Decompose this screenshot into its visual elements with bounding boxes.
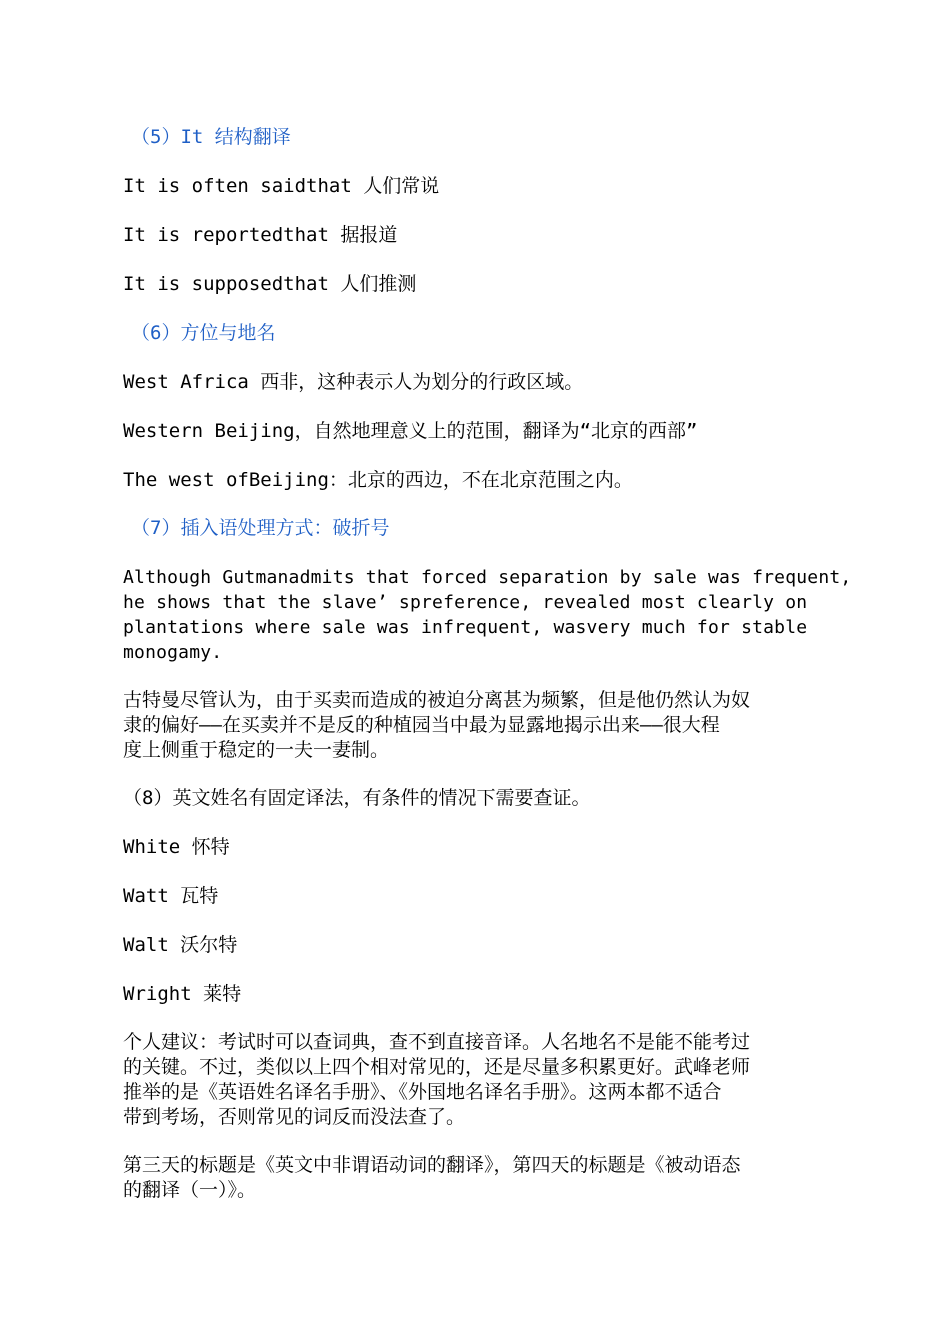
section-5-line-3: It is supposedthat 人们推测 [123,273,417,295]
chinese-line-3: 度上侧重于稳定的一夫一妻制。 [123,739,390,761]
closing-line-1: 第三天的标题是《英文中非谓语动词的翻译》，第四天的标题是《被动语态 [123,1154,741,1176]
english-line-1: Although Gutmanadmits that forced separation by sale was frequent, [123,567,852,588]
section-5-line-1: It is often saidthat 人们常说 [123,175,440,197]
section-7-english-paragraph [123,565,852,665]
closing-line-2: 的翻译（一）》。 [123,1179,257,1201]
advice-line-4: 带到考场，否则常见的词反而没法查了。 [123,1106,466,1128]
section-6-line-1: West Africa 西非，这种表示人为划分的行政区域。 [123,371,584,393]
section-6-heading: （6）方位与地名 [131,322,276,344]
section-8-heading: （8）英文姓名有固定译法，有条件的情况下需要查证。 [123,787,591,809]
advice-paragraph [123,1030,835,1130]
english-line-4: monogamy. [123,642,223,663]
section-6-line-3: The west ofBeijing：北京的西边，不在北京范围之内。 [123,469,633,491]
chinese-line-1: 古特曼尽管认为，由于买卖而造成的被迫分离甚为频繁，但是他仍然认为奴 [123,689,751,711]
english-line-3: plantations where sale was infrequent, wasvery much for stable [123,617,808,638]
advice-line-2: 的关键。不过，类似以上四个相对常见的，还是尽量多积累更好。武峰老师 [123,1056,751,1078]
section-5-heading: （5）It 结构翻译 [131,126,291,148]
section-7-chinese-paragraph [123,688,835,763]
chinese-line-2: 隶的偏好——在买卖并不是反的种植园当中最为显露地揭示出来——很大程 [123,714,720,736]
english-line-2: he shows that the slave’ spreference, revealed most clearly on [123,592,808,613]
advice-line-3: 推举的是《英语姓名译名手册》、《外国地名译名手册》。这两本都不适合 [123,1081,722,1103]
section-6-line-2: Western Beijing，自然地理意义上的范围，翻译为“北京的西部” [123,420,698,442]
closing-paragraph [123,1153,835,1203]
section-8-line-3: Walt 沃尔特 [123,934,238,956]
section-8-line-1: White 怀特 [123,836,230,858]
section-8-line-2: Watt 瓦特 [123,885,219,907]
section-5-line-2: It is reportedthat 据报道 [123,224,398,246]
advice-line-1: 个人建议：考试时可以查词典，查不到直接音译。人名地名不是能不能考过 [123,1031,751,1053]
section-8-line-4: Wright 莱特 [123,983,242,1005]
section-7-heading: （7）插入语处理方式：破折号 [131,517,390,539]
